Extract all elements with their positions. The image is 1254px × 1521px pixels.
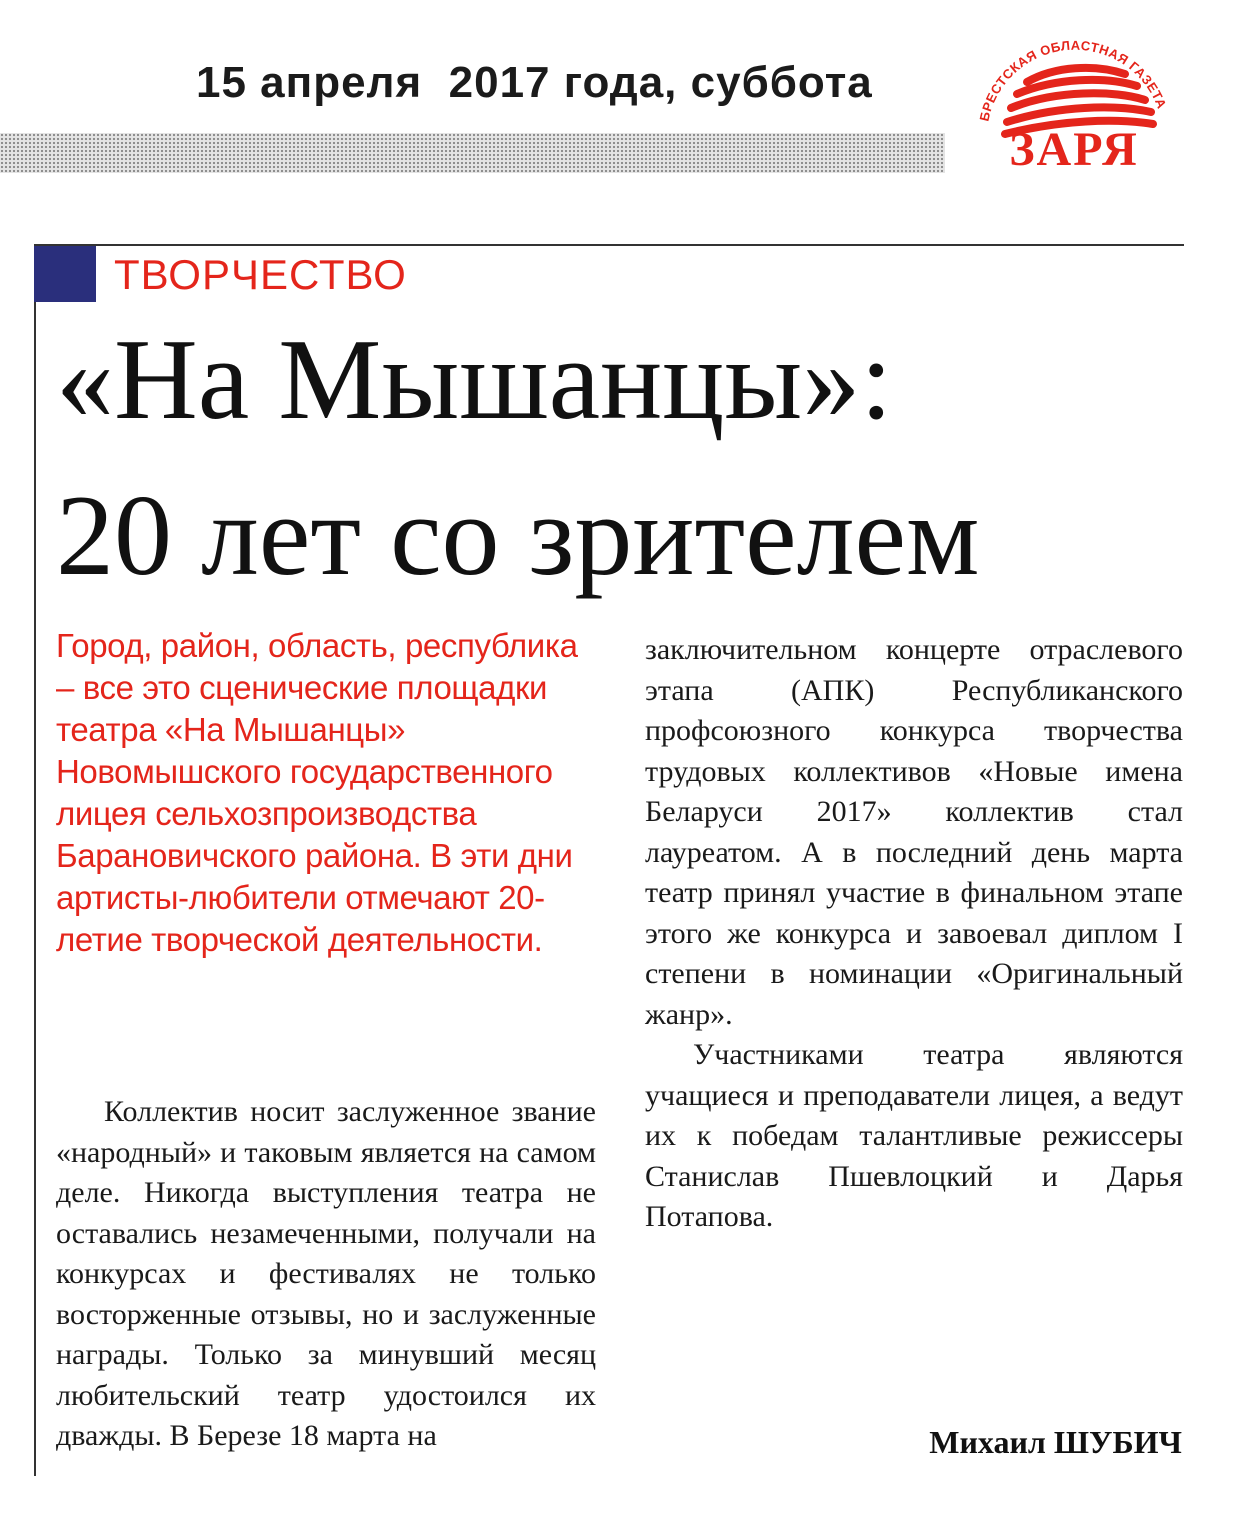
article-left-rule [34,244,36,1476]
body-paragraph-1: Коллектив носит заслуженное звание «народный» и таковым является на самом деле. Никогда выступления театра не оставались незамеченными, получали на конкурсах и фестивалях не только восторженные отзывы, но и заслуженные награды. Только за минувший месяц любительский театр удостоился их дважды. В Березе 18 марта на [56,1095,596,1452]
newspaper-logo [965,20,1183,180]
headline-line-1: «На Мышанцы»: [56,316,893,444]
body-paragraph-1-continued: заключительном концерте отраслевого этапа (АПК) Республиканского профсоюзного конкурса творчества трудовых коллективов «Новые имена Беларуси 2017» коллектив стал лауреатом. А в последний день марта театр принял участие в финальном этапе этого же конкурса и завоевал диплом I степени в номинации «Оригинальный жанр». [645,633,1183,1031]
lead-text: Город, район, область, республика – все это сценические площадки театра «На Мышанцы» Новомышского государственного лицея сельхозпроизводства Барановичского района. В эти дни артисты-любители отмечают 20-летие творческой деятельности. [56,627,578,958]
article-top-rule [34,244,1184,246]
article-lead [56,625,596,961]
body-column-left [56,1092,596,1457]
header-band [0,133,945,173]
logo-name: ЗАРЯ [1009,123,1139,176]
body-paragraph-2: Участниками театра являются учащиеся и преподаватели лицея, а ведут их к победам талантливые режиссеры Станислав Пшевлоцкий и Дарья Потапова. [645,1038,1183,1233]
logo-arc-text: БРЕСТСКАЯ ОБЛАСТНАЯ ГАЗЕТА [976,37,1170,123]
issue-date: 15 апреля 2017 года, суббота [196,58,873,107]
rubric-marker [34,246,96,302]
rubric-label: ТВОРЧЕСТВО [114,251,407,298]
headline-line-2: 20 лет со зрителем [56,472,980,600]
body-column-right [645,630,1183,1238]
article-author: Михаил ШУБИЧ [929,1424,1182,1460]
